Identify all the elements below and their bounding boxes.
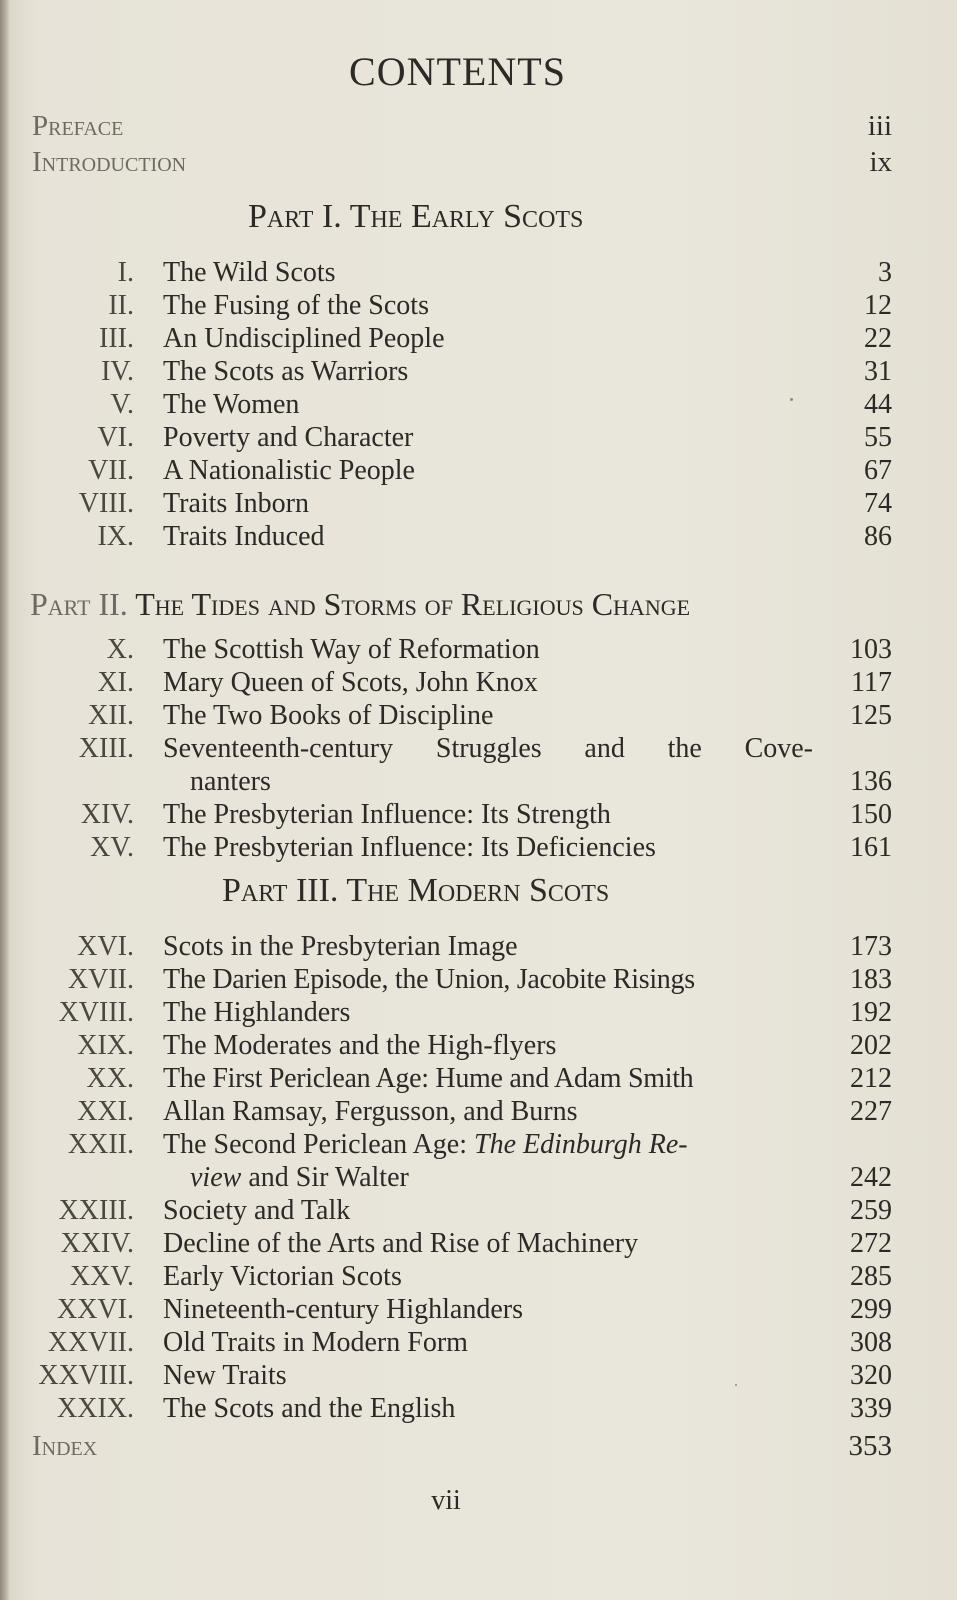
chapter-title: The Two Books of Discipline [163, 700, 494, 731]
page-number: 299 [850, 1294, 892, 1325]
chapter-title: The Scots as Warriors [163, 356, 409, 387]
page-number: 150 [850, 799, 892, 830]
toc-entry [0, 1128, 892, 1194]
chapter-number: XIV. [80, 799, 134, 830]
toc-entry [0, 732, 892, 798]
chapter-title: An Undisciplined People [163, 323, 445, 354]
chapter-number: IX. [97, 521, 134, 552]
page-number: 161 [850, 832, 892, 863]
page-number: 55 [864, 422, 892, 453]
chapter-title: The Scottish Way of Reformation [163, 634, 540, 665]
chapter-number: VII. [88, 455, 134, 486]
chapter-title-part: The Second Periclean Age: [163, 1129, 475, 1160]
chapter-number: XIII. [78, 733, 134, 764]
chapter-title-italic: The Edinburgh Re- [474, 1129, 688, 1160]
chapter-number: XXV. [69, 1261, 134, 1292]
page-number: iii [867, 110, 892, 142]
chapter-title: New Traits [163, 1360, 287, 1391]
chapter-title-continued: nanters [190, 766, 271, 797]
part-label: Part I. [248, 198, 342, 235]
chapter-title: The Presbyterian Influence: Its Strength [163, 799, 611, 830]
contents-heading: CONTENTS [349, 49, 566, 94]
entry-label: Index [32, 1430, 98, 1462]
toc-entry-index [32, 1430, 892, 1466]
chapter-number: XVIII. [58, 997, 134, 1028]
chapter-title-italic: view [190, 1162, 242, 1193]
chapter-number: XXIII. [58, 1195, 134, 1226]
toc-entry-preface [32, 110, 892, 146]
page-number: 31 [864, 356, 892, 387]
chapter-title: The Women [163, 389, 300, 420]
entry-label: Introduction [32, 146, 187, 178]
part-heading [248, 198, 583, 236]
page-number: 308 [850, 1327, 892, 1358]
chapter-number: XIX. [77, 1030, 134, 1061]
part-heading [30, 586, 690, 623]
part-heading [222, 872, 609, 910]
chapter-title: Nineteenth-century Highlanders [163, 1294, 523, 1325]
paper-speck [735, 1384, 737, 1386]
entry-label: Preface [32, 110, 124, 142]
page-number: 74 [864, 488, 892, 519]
chapter-title: Poverty and Character [163, 422, 414, 453]
page-number: 285 [850, 1261, 892, 1292]
chapter-title: The Highlanders [163, 997, 351, 1028]
chapter-number: XVI. [77, 931, 134, 962]
page-number: 202 [850, 1030, 892, 1061]
page-number: 192 [850, 997, 892, 1028]
chapter-title: The Wild Scots [163, 257, 336, 288]
page-number: 339 [850, 1393, 892, 1424]
page-number: 103 [850, 634, 892, 665]
chapter-number: XXI. [77, 1096, 134, 1127]
chapter-title [163, 1128, 813, 1161]
chapter-title: Decline of the Arts and Rise of Machinery [163, 1228, 639, 1259]
chapter-title: The Scots and the English [163, 1393, 456, 1424]
chapter-title: The Moderates and the High-flyers [163, 1030, 557, 1061]
chapter-title-continued [190, 1161, 409, 1194]
page-number: 353 [848, 1430, 892, 1462]
chapter-title: The Fusing of the Scots [163, 290, 429, 321]
chapter-number: XXIV. [60, 1228, 134, 1259]
page-number: 44 [864, 389, 892, 420]
chapter-number: VIII. [78, 488, 134, 519]
page-number: 86 [864, 521, 892, 552]
chapter-title: Traits Induced [163, 521, 325, 552]
chapter-number: V. [110, 389, 134, 420]
page-number: 242 [850, 1162, 892, 1193]
chapter-title: Allan Ramsay, Fergusson, and Burns [163, 1096, 578, 1127]
chapter-title: Mary Queen of Scots, John Knox [163, 667, 538, 698]
chapter-number: XXII. [67, 1129, 134, 1160]
chapter-number: XXVIII. [38, 1360, 134, 1391]
page-number: 227 [850, 1096, 892, 1127]
page-number: 212 [850, 1063, 892, 1094]
part-title: The Tides and Storms of Religious Change [135, 586, 691, 622]
chapter-number: X. [106, 634, 134, 665]
page-number: 173 [850, 931, 892, 962]
chapter-number: XV. [90, 832, 134, 863]
chapter-number: II. [108, 290, 134, 321]
chapter-number: XXVII. [47, 1327, 134, 1358]
page-number: 3 [878, 257, 892, 288]
chapter-title: Early Victorian Scots [163, 1261, 402, 1292]
page-number: 117 [851, 667, 892, 698]
chapter-number: XII. [88, 700, 134, 731]
page-number: 12 [864, 290, 892, 321]
part-label: Part III. [222, 872, 339, 909]
part-label: Part II. [30, 586, 128, 622]
chapter-number: XI. [97, 667, 134, 698]
chapter-number: IV. [101, 356, 134, 387]
page-number: 272 [850, 1228, 892, 1259]
chapter-title: The Darien Episode, the Union, Jacobite Risings [163, 964, 695, 995]
chapter-title: The Presbyterian Influence: Its Deficiencies [163, 832, 656, 863]
toc-entry-introduction [32, 146, 892, 182]
page-number: 67 [864, 455, 892, 486]
page-number: 320 [850, 1360, 892, 1391]
chapter-title-part: and Sir Walter [241, 1162, 409, 1193]
page-number: 259 [850, 1195, 892, 1226]
spine-shadow [0, 0, 10, 1600]
part-title: The Modern Scots [346, 872, 610, 909]
chapter-number: III. [99, 323, 134, 354]
page-number: 22 [864, 323, 892, 354]
paper-speck [790, 398, 793, 401]
chapter-number: I. [117, 257, 134, 288]
page-number: 136 [850, 766, 892, 797]
page-number: 125 [850, 700, 892, 731]
part-title: The Early Scots [349, 198, 584, 235]
page-number: 183 [850, 964, 892, 995]
chapter-number: VI. [97, 422, 134, 453]
chapter-title: Seventeenth-century Struggles and the Cove- [163, 733, 813, 764]
chapter-number: XVII. [67, 964, 134, 995]
chapter-number: XXVI. [57, 1294, 134, 1325]
page-number: ix [869, 146, 892, 178]
chapter-number: XX. [86, 1063, 134, 1094]
page-folio: vii [431, 1485, 461, 1516]
chapter-number: XXIX. [57, 1393, 134, 1424]
chapter-title: The First Periclean Age: Hume and Adam Smith [163, 1063, 694, 1094]
chapter-title: Old Traits in Modern Form [163, 1327, 468, 1358]
chapter-title: Society and Talk [163, 1195, 351, 1226]
chapter-title: Scots in the Presbyterian Image [163, 931, 518, 962]
chapter-title: Traits Inborn [163, 488, 309, 519]
chapter-title: A Nationalistic People [163, 455, 415, 486]
